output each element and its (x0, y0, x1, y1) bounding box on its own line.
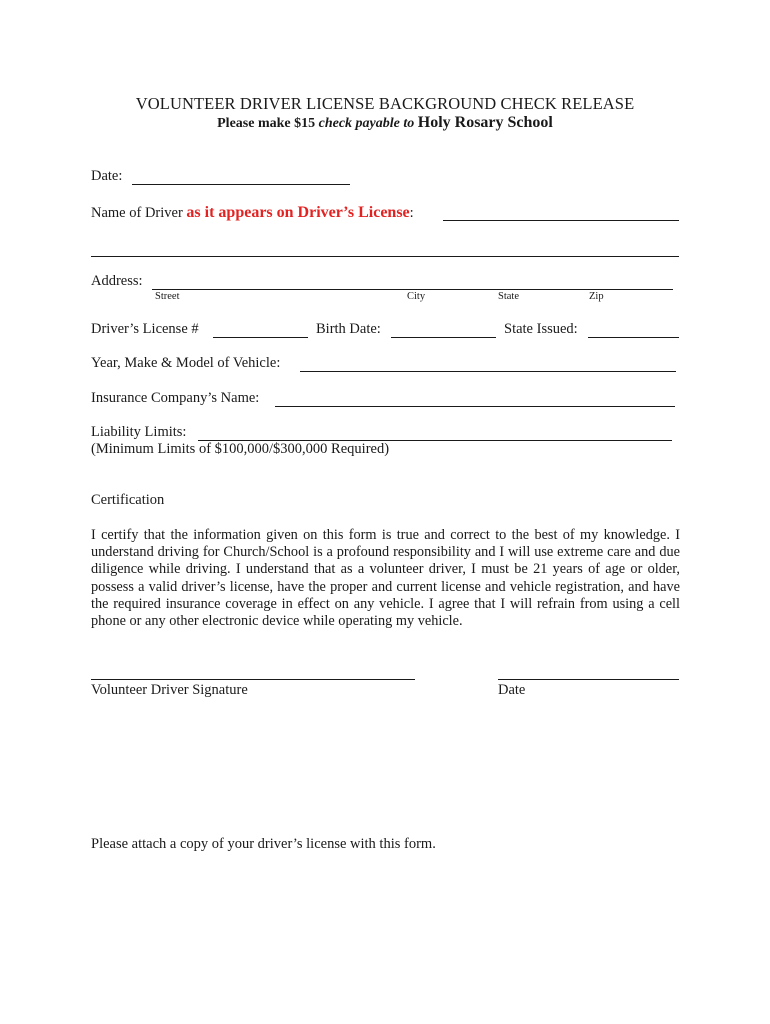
driver-name-field-continued[interactable] (91, 256, 679, 257)
birth-date-field[interactable] (391, 337, 496, 338)
driver-name-colon: : (409, 205, 414, 221)
driver-name-label-text: Name of Driver (91, 205, 187, 221)
address-zip-caption: Zip (589, 291, 604, 302)
address-street-caption: Street (155, 291, 180, 302)
license-field[interactable] (213, 337, 308, 338)
vehicle-field[interactable] (300, 371, 676, 372)
insurance-field[interactable] (275, 406, 675, 407)
driver-name-label (91, 204, 414, 222)
vehicle-label: Year, Make & Model of Vehicle: (91, 355, 281, 371)
subtitle-payable: check payable to (318, 116, 418, 131)
address-state-caption: State (498, 291, 519, 302)
signature-label: Volunteer Driver Signature (91, 682, 248, 698)
liability-label: Liability Limits: (91, 424, 187, 440)
certification-text: I certify that the information given on this form is true and correct to the best of my knowledge. I understand driving for Church/School is a profound responsibility and I will use extreme care and due diligence while driving. I understand that as a volunteer driver, I must be 21 years of age or older, possess a valid driver’s license, have the proper and current license and vehicle registration, and have the required insurance coverage in effect on any vehicle. I agree that I will refrain from using a cell phone or any other electronic device while operating my vehicle. (91, 527, 680, 630)
insurance-label: Insurance Company’s Name: (91, 390, 260, 406)
subtitle-payment: Please make $15 (217, 116, 319, 131)
birth-date-label: Birth Date: (316, 321, 381, 337)
address-city-caption: City (407, 291, 426, 302)
signature-date-label: Date (498, 682, 526, 698)
subtitle-school: Holy Rosary School (417, 114, 553, 131)
date-field[interactable] (132, 184, 350, 185)
signature-field[interactable] (91, 679, 415, 680)
address-field[interactable] (152, 289, 673, 290)
driver-name-field[interactable] (443, 220, 679, 221)
footer-note: Please attach a copy of your driver’s license with this form. (91, 836, 436, 852)
address-label: Address: (91, 273, 143, 289)
driver-name-highlight: as it appears on Driver’s License (186, 204, 410, 221)
certification-heading: Certification (91, 492, 165, 508)
form-subtitle (0, 114, 770, 132)
state-issued-field[interactable] (588, 337, 679, 338)
signature-date-field[interactable] (498, 679, 679, 680)
state-issued-label: State Issued: (504, 321, 578, 337)
license-label: Driver’s License # (91, 321, 199, 337)
liability-note: (Minimum Limits of $100,000/$300,000 Required) (91, 441, 390, 457)
date-label: Date: (91, 168, 123, 184)
form-title: VOLUNTEER DRIVER LICENSE BACKGROUND CHECK RELEASE (135, 94, 635, 113)
